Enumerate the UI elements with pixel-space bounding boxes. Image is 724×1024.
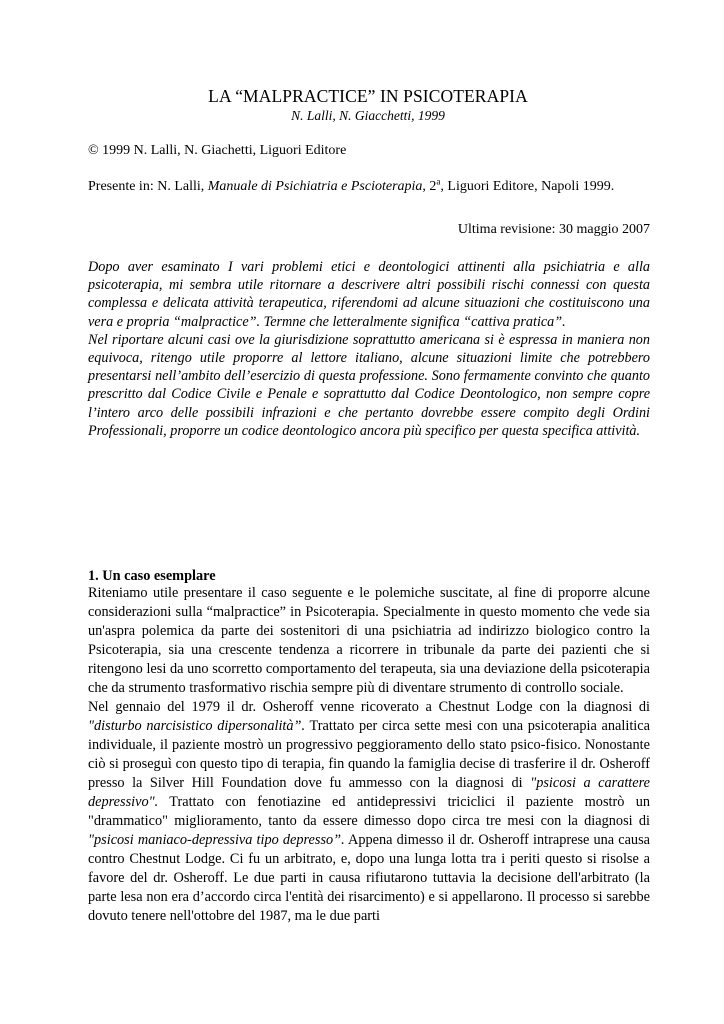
body-text: Nel gennaio del 1979 il dr. Osheroff venne ricoverato a Chestnut Lodge con la diagnosi di [88, 699, 650, 715]
document-authors: N. Lalli, N. Giacchetti, 1999 [291, 108, 445, 123]
body-paragraph [88, 698, 650, 926]
document-title: LA “MALPRACTICE” IN PSICOTERAPIA [208, 86, 528, 106]
body-italic: "disturbo narcisistico dipersonalità”. [88, 718, 306, 734]
body-italic: "psicosi maniaco-depressiva tipo depresso”. [88, 832, 345, 848]
body-text: Appena dimesso il dr. Osheroff intraprese una causa contro Chestnut Lodge. Ci fu un arbitrato, e, dopo una lunga lotta tra i periti questo si risolse a favore del dr. Osheroff. Le due parti in causa rifiutarono tuttavia la decisione dell'arbitrato (la parte lesa non era d’accordo circa l'entità dei risarcimento) e si appellarono. Il processo si sarebbe dovuto tenere nell'ottobre del 1987, ma le due parti [88, 832, 650, 924]
body-text: Trattato con fenotiazine ed antidepressivi triciclici il paziente mostrò un "drammatico" miglioramento, tanto da essere dimesso dopo circa tre mesi con la diagnosi di [88, 794, 650, 829]
source-prefix: Presente in: N. Lalli, [88, 179, 208, 194]
source-line [88, 178, 650, 195]
abstract [88, 258, 650, 440]
abstract-paragraph: Nel riportare alcuni casi ove la giurisdizione soprattutto americana si è espressa in maniera non equivoca, ritengo utile proporre al lettore italiano, alcune situazioni limite che potrebbero presentarsi nell’ambito dell’esercizio di questa professione. Sono fermamente convinto che quanto prescritto dal Codice Civile e Penale e soprattutto dal Codice Deontologico, non sempre copre l’intero arco delle possibili infrazioni e che pertanto dovrebbe essere compito degli Ordini Professionali, proporre un codice deontologico ancora più specifico per questa specifica attività. [88, 331, 650, 439]
revision-date: Ultima revisione: 30 maggio 2007 [457, 222, 650, 237]
source-suffix: , Liguori Editore, Napoli 1999. [440, 179, 615, 194]
body-text: Trattato per circa sette mesi con una psicoterapia analitica individuale, il paziente mostrò un progressivo peggioramento dello stato psico-fisico. Nonostante ciò si proseguì con questo tipo di terapia, fin quando la famiglia decise di trasferire il dr. Osheroff presso la Silver Hill Foundation dove fu ammesso con la diagnosi di [88, 718, 650, 791]
source-edition-sup: a [436, 176, 441, 187]
source-edition: , 2 [422, 179, 437, 194]
source-book-title: Manuale di Psichiatria e Pscioterapia [207, 179, 423, 194]
section-body [88, 584, 650, 926]
copyright-line: © 1999 N. Lalli, N. Giachetti, Liguori Editore [88, 143, 347, 158]
section-heading: 1. Un caso esemplare [88, 568, 216, 584]
body-paragraph: Riteniamo utile presentare il caso seguente e le polemiche suscitate, al fine di proporre alcune considerazioni sulla “malpractice” in Psicoterapia. Specialmente in questo momento che vede sia un'aspra polemica da parte dei sostenitori di una psichiatria ad indirizzo biologico contro la Psicoterapia, sia una crescente tendenza a ricorrere in tribunale da parte dei pazienti che si ritengono lesi da uno scorretto comportamento del terapeuta, sia una deviazione della psicoterapia che da strumento trasformativo rischia sempre più di diventare strumento di controllo sociale. [88, 585, 650, 696]
abstract-paragraph: Dopo aver esaminato I vari problemi etici e deontologici attinenti alla psichiatria e alla psicoterapia, mi sembra utile ritornare a descrivere altri possibili rischi connessi con questa complessa e delicata attività terapeutica, riferendomi ad alcune situazioni che costituiscono una vera e propria “malpractice”. Termne che letteralmente significa “cattiva pratica”. [88, 259, 650, 330]
body-italic: "psicosi a carattere depressivo". [88, 775, 651, 810]
